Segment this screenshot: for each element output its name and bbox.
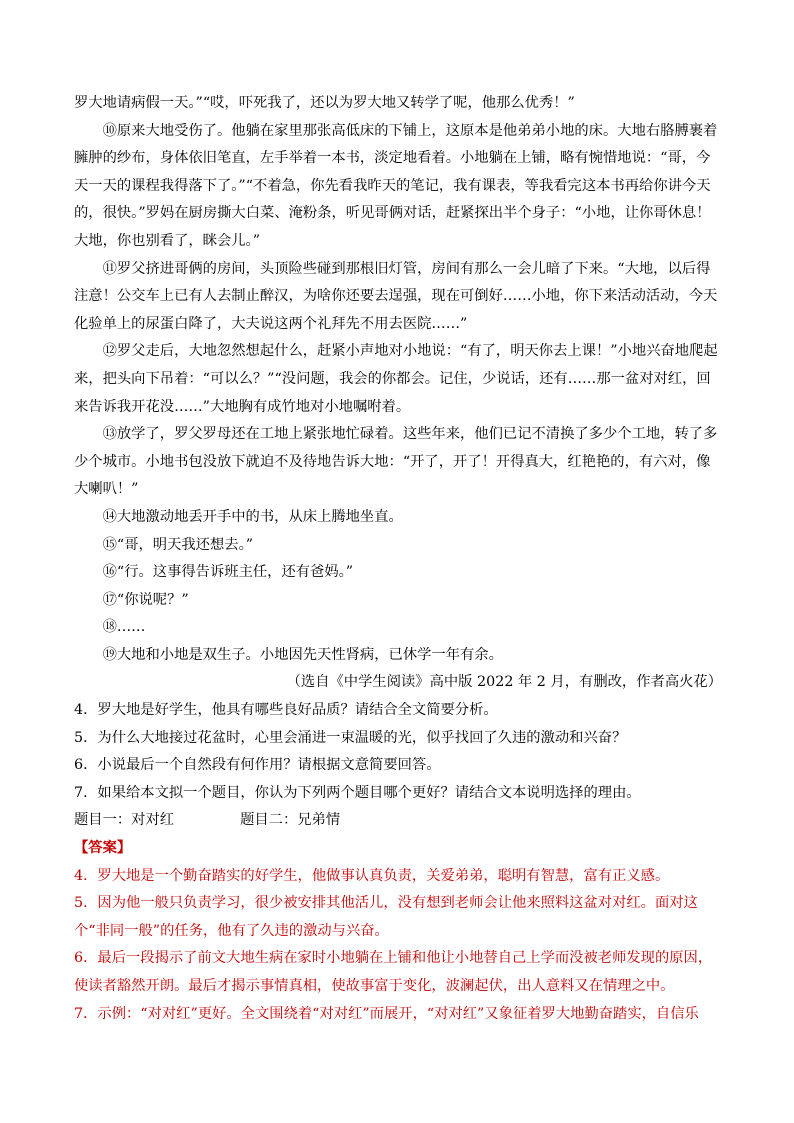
title-options [74,807,722,835]
answer-6: 6．最后一段揭示了前文大地生病在家时小地躺在上铺和他让小地替自己上学而没被老师发现的原因，使读者豁然开朗。最后才揭示事情真相，使故事富于变化，波澜起伏，出人意料又在情理之中。 [74,950,713,994]
answer-5: 5．因为他一般只负责学习，很少被安排其他活儿，没有想到老师会让他来照料这盆对对红。面对这个“非同一般”的任务，他有了久违的激动与兴奋。 [74,895,698,939]
story-paragraph-10: ⑩原来大地受伤了。他躺在家里那张高低床的下铺上，这原本是他弟弟小地的床。大地右胳膊裹着臃肿的纱布，身体依旧笔直，左手举着一本书，淡定地看着。小地躺在上铺，略有惋惜地说：“哥，今天一天的课程我得落下了。”“不着急，你先看我昨天的笔记，我有课表，等我看完这本书再给你讲今天的，很快。”罗妈在厨房撕大白菜、淹粉条，听见哥俩对话，赶紧探出半个身子：“小地，让你哥休息！大地，你也别看了，眯会儿。” [74,122,718,249]
answer-7: 7．示例：“对对红”更好。全文围绕着“对对红”而展开，“对对红”又象征着罗大地勤奋踏实，自信乐 [74,1005,699,1022]
story-paragraph-12: ⑫罗父走后，大地忽然想起什么，赶紧小声地对小地说：“有了，明天你去上课！”小地兴奋地爬起来，把头向下吊着：“可以么？”“没问题，我会的你都会。记住，少说话，还有……那一盆对对红，回来告诉我开花没……”大地胸有成竹地对小地嘱咐着。 [74,343,718,415]
question-4: 4．罗大地是好学生，他具有哪些良好品质？请结合全文简要分析。 [74,702,498,719]
answer-heading: 【答案】 [74,840,132,857]
question-5: 5．为什么大地接过花盆时，心里会涌进一束温暖的光，似乎找回了久违的激动和兴奋？ [74,729,627,746]
story-paragraph-11: ⑪罗父挤进哥俩的房间，头顶险些碰到那根旧灯管，房间有那么一会儿暗了下来。“大地，以后得注意！公交车上已有人去制止醉汉，为啥你还要去逞强，现在可倒好……小地，你下来活动活动，今天化验单上的尿蛋白降了，大夫说这两个礼拜先不用去医院……” [74,260,718,332]
story-paragraph-17: ⑰“你说呢？” [102,591,189,608]
title-option-1: 题目一：对对红 [74,812,175,829]
story-paragraph-18: ⑱…… [102,619,146,636]
source-citation: （选自《中学生阅读》高中版 2022 年 2 月，有删改，作者高火花） [286,674,722,691]
answer-4: 4．罗大地是一个勤奋踏实的好学生，他做事认真负责，关爱弟弟，聪明有智慧，富有正义感。 [74,867,670,884]
story-paragraph-16: ⑯“行。这事得告诉班主任，还有爸妈。” [102,564,354,581]
story-paragraph-0: 罗大地请病假一天。”“哎，吓死我了，还以为罗大地又转学了呢，他那么优秀！” [74,95,575,111]
question-6: 6．小说最后一个自然段有何作用？请根据文意简要回答。 [74,757,441,774]
document-body [74,90,722,1028]
story-paragraph-19: ⑲大地和小地是双生子。小地因先天性肾病，已休学一年有余。 [102,646,503,663]
story-paragraph-15: ⑮“哥，明天我还想去。” [102,536,254,553]
story-paragraph-13: ⑬放学了，罗父罗母还在工地上紧张地忙碌着。这些年来，他们已记不清换了多少个工地，转了多少个城市。小地书包没放下就迫不及待地告诉大地：“开了，开了！开得真大，红艳艳的，有六对，像大喇叭！” [74,426,718,498]
title-option-2: 题目二：兄弟情 [240,812,341,829]
question-7: 7．如果给本文拟一个题目，你认为下列两个题目哪个更好？请结合文本说明选择的理由。 [74,784,641,801]
story-paragraph-14: ⑭大地激动地丢开手中的书，从床上腾地坐直。 [102,508,403,525]
